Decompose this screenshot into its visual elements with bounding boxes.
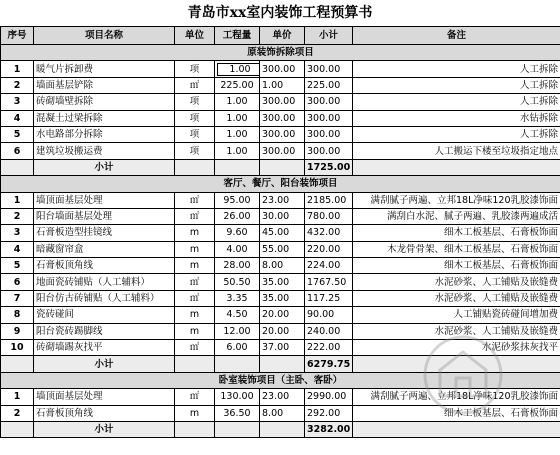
item-unit-price: 37.00 [260,340,305,356]
item-quantity-cell: 225.00 [215,77,260,93]
item-subtotal: 117.25 [305,290,353,306]
row-number: 7 [1,290,34,306]
table-row [1,143,560,159]
subtotal-value: 3282.00 [305,421,353,437]
subtotal-value: 6279.75 [305,356,353,372]
item-quantity-cell: 4.50 [215,307,260,323]
row-number: 4 [1,110,34,126]
row-number: 8 [1,307,34,323]
blank-cell [175,421,215,437]
item-name: 墙面基层铲除 [34,77,175,93]
blank-cell [1,421,34,437]
item-note: 满刮腻子两遍、立邦18L净味120乳胶漆饰面 [353,192,560,208]
item-unit-price: 23.00 [260,192,305,208]
item-name: 石膏板造型挂镜线 [34,225,175,241]
item-subtotal: 300.00 [305,110,353,126]
blank-cell [1,159,34,175]
item-quantity-cell: 1.00 [215,126,260,142]
subtotal-row [1,421,560,437]
item-quantity-cell: 28.00 [215,258,260,274]
blank-cell [215,159,260,175]
item-name: 地面瓷砖铺贴（人工辅料） [34,274,175,290]
column-header: 备注 [353,27,560,45]
row-number: 6 [1,274,34,290]
item-unit-price: 35.00 [260,274,305,290]
item-unit: ㎡ [175,389,215,405]
item-name: 砖砌墙壁拆除 [34,94,175,110]
item-unit: ㎡ [175,290,215,306]
row-number: 3 [1,94,34,110]
section-title: 原装饰拆除项目 [1,45,560,61]
item-name: 阳台仿古砖铺贴（人工辅料） [34,290,175,306]
item-unit-price: 300.00 [260,94,305,110]
item-subtotal: 222.00 [305,340,353,356]
column-header: 单价 [260,27,305,45]
table-row [1,192,560,208]
item-subtotal: 300.00 [305,126,353,142]
table-row [1,126,560,142]
subtotal-label: 小计 [34,421,175,437]
item-subtotal: 780.00 [305,208,353,224]
item-subtotal: 2990.00 [305,389,353,405]
item-note: 人工铺贴瓷砖碰间增加费 [353,307,560,323]
item-unit-price: 35.00 [260,290,305,306]
item-unit: ㎡ [175,77,215,93]
row-number: 10 [1,340,34,356]
blank-cell [215,356,260,372]
item-quantity-cell: 26.00 [215,208,260,224]
item-quantity-cell: 9.60 [215,225,260,241]
item-quantity-cell: 12.00 [215,323,260,339]
item-note: 细木工板基层、石膏板饰面 [353,405,560,421]
item-unit-price: 55.00 [260,241,305,257]
item-quantity-cell [215,61,260,77]
section-title: 卧室装饰项目（主卧、客卧） [1,372,560,388]
item-subtotal: 90.00 [305,307,353,323]
item-unit-price: 8.00 [260,258,305,274]
item-unit-price: 300.00 [260,126,305,142]
item-note: 水泥砂浆、人工铺贴及嵌缝费 [353,290,560,306]
item-name: 暖气片拆卸费 [34,61,175,77]
item-note: 水泥砂浆、人工铺贴及嵌缝费 [353,323,560,339]
subtotal-row [1,159,560,175]
sheet-title: 青岛市xx室内装饰工程预算书 [187,5,373,21]
blank-cell [1,356,34,372]
row-number: 3 [1,225,34,241]
item-subtotal: 220.00 [305,241,353,257]
item-unit-price: 23.00 [260,389,305,405]
item-unit-price: 300.00 [260,61,305,77]
table-row [1,61,560,77]
blank-cell [353,159,560,175]
item-unit: 项 [175,110,215,126]
row-number: 6 [1,143,34,159]
item-note: 水钻拆除 [353,110,560,126]
table-row [1,274,560,290]
item-name: 石膏板顶角线 [34,405,175,421]
item-quantity-cell: 1.00 [215,94,260,110]
blank-cell [175,356,215,372]
blank-cell [175,159,215,175]
blank-cell [260,421,305,437]
item-unit-price: 300.00 [260,143,305,159]
item-note: 人工搬运下楼至垃圾指定地点 [353,143,560,159]
blank-cell [260,159,305,175]
item-subtotal: 432.00 [305,225,353,241]
item-name: 阳台瓷砖踢脚线 [34,323,175,339]
item-note: 人工拆除 [353,61,560,77]
item-name: 暗藏窗帘盒 [34,241,175,257]
item-unit: ㎡ [175,208,215,224]
row-number: 4 [1,241,34,257]
item-unit-price: 8.00 [260,405,305,421]
table-row [1,307,560,323]
item-note: 木龙骨骨架、细木工板基层、石膏板饰面 [353,241,560,257]
item-unit: 项 [175,143,215,159]
row-number: 5 [1,126,34,142]
subtotal-label: 小计 [34,159,175,175]
item-unit: ㎡ [175,340,215,356]
item-name: 水电路部分拆除 [34,126,175,142]
item-quantity-cell: 1.00 [215,110,260,126]
row-number: 1 [1,192,34,208]
item-note: 水泥砂浆、人工铺贴及嵌缝费 [353,274,560,290]
item-unit: ㎡ [175,274,215,290]
item-name: 砖砌墙踢灰找平 [34,340,175,356]
item-subtotal: 300.00 [305,94,353,110]
watermark-icon [418,330,508,420]
item-note: 满刮腻子两遍、立邦18L净味120乳胶漆饰面 [353,389,560,405]
item-name: 墙顶面基层处理 [34,192,175,208]
row-number: 1 [1,389,34,405]
item-unit: 项 [175,94,215,110]
header-row [1,27,560,45]
table-row [1,290,560,306]
subtotal-label: 小计 [34,356,175,372]
subtotal-value: 1725.00 [305,159,353,175]
row-number: 2 [1,208,34,224]
item-subtotal: 240.00 [305,323,353,339]
item-name: 阳台墙面基层处理 [34,208,175,224]
column-header: 工程量 [215,27,260,45]
item-name: 瓷砖碰间 [34,307,175,323]
column-header: 小计 [305,27,353,45]
item-note: 满刮白水泥、腻子两遍、乳胶漆两遍成活 [353,208,560,224]
item-subtotal: 300.00 [305,61,353,77]
row-number: 1 [1,61,34,77]
item-unit: 项 [175,126,215,142]
table-row [1,94,560,110]
item-quantity-cell: 6.00 [215,340,260,356]
item-unit-price: 20.00 [260,307,305,323]
item-name: 石膏板顶角线 [34,258,175,274]
section-header-row [1,176,560,192]
blank-cell [260,356,305,372]
item-quantity-cell: 50.50 [215,274,260,290]
item-unit: 项 [175,61,215,77]
row-number: 9 [1,323,34,339]
item-subtotal: 224.00 [305,258,353,274]
column-header: 项目名称 [34,27,175,45]
table-row [1,241,560,257]
item-quantity-cell: 95.00 [215,192,260,208]
item-note: 人工拆除 [353,77,560,93]
item-unit: m [175,241,215,257]
item-name: 建筑垃圾搬运费 [34,143,175,159]
table-row [1,110,560,126]
item-note: 细木工板基层、石膏板饰面 [353,258,560,274]
row-number: 2 [1,77,34,93]
row-number: 5 [1,258,34,274]
item-subtotal: 292.00 [305,405,353,421]
item-subtotal: 300.00 [305,143,353,159]
item-name: 墙顶面基层处理 [34,389,175,405]
table-row [1,258,560,274]
item-subtotal: 2185.00 [305,192,353,208]
item-quantity-cell: 3.35 [215,290,260,306]
item-unit: m [175,225,215,241]
item-unit-price: 30.00 [260,208,305,224]
item-note: 人工拆除 [353,126,560,142]
item-quantity-cell: 4.00 [215,241,260,257]
item-quantity-cell: 1.00 [215,143,260,159]
selected-cell[interactable]: 1.00 [217,63,260,76]
item-note: 人工拆除 [353,94,560,110]
item-unit-price: 45.00 [260,225,305,241]
item-unit-price: 300.00 [260,110,305,126]
item-subtotal: 1767.50 [305,274,353,290]
blank-cell [353,421,560,437]
table-row [1,225,560,241]
item-unit: m [175,323,215,339]
section-title: 客厅、餐厅、阳台装饰项目 [1,176,560,192]
blank-cell [215,421,260,437]
row-number: 2 [1,405,34,421]
item-unit: m [175,405,215,421]
item-subtotal: 225.00 [305,77,353,93]
column-header: 序号 [1,27,34,45]
item-quantity-cell: 36.50 [215,405,260,421]
item-note: 细木工板基层、石膏板饰面 [353,225,560,241]
table-row [1,77,560,93]
item-name: 混凝土过梁拆除 [34,110,175,126]
section-header-row [1,45,560,61]
item-note: 水泥砂浆抹灰找平 [353,340,560,356]
item-quantity-cell: 130.00 [215,389,260,405]
table-row [1,208,560,224]
item-unit-price: 20.00 [260,323,305,339]
item-unit: m [175,258,215,274]
column-header: 单位 [175,27,215,45]
item-unit: m [175,307,215,323]
item-unit: ㎡ [175,192,215,208]
item-unit-price: 1.00 [260,77,305,93]
